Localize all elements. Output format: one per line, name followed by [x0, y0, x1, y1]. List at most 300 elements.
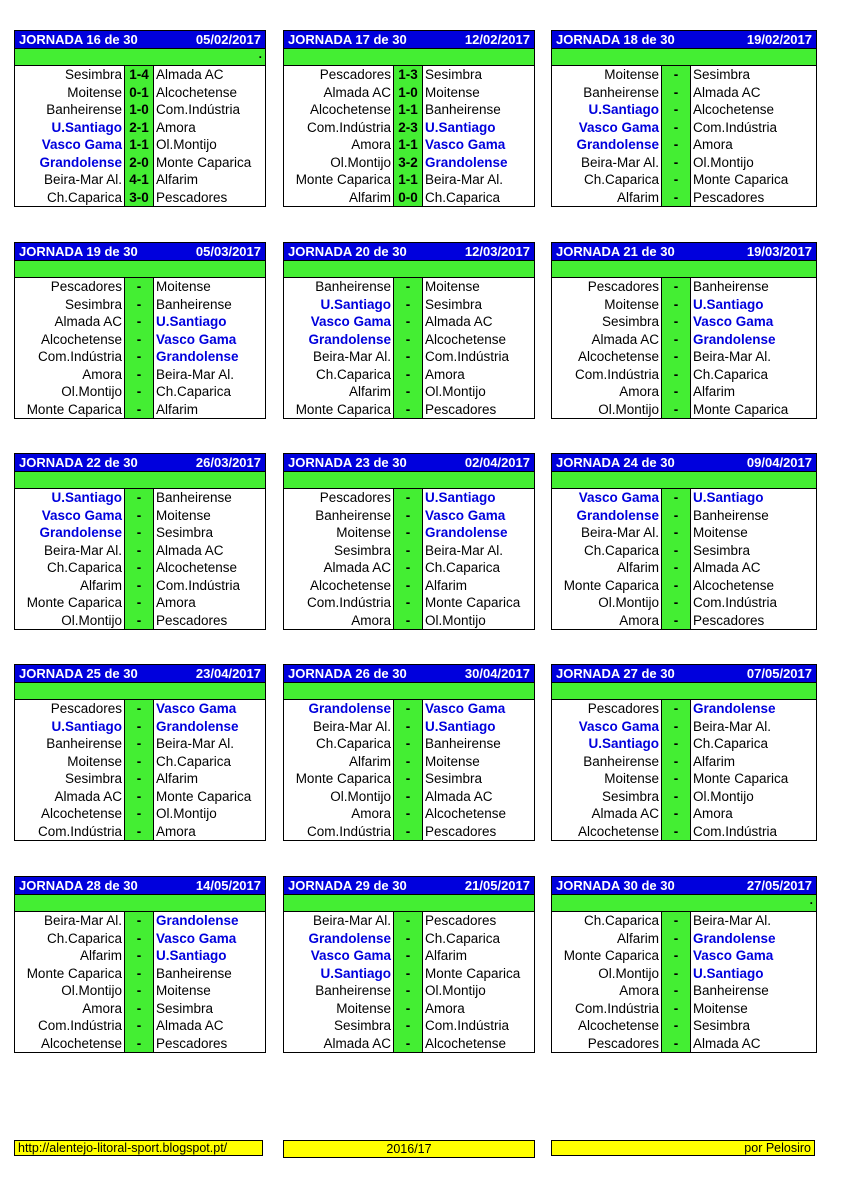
score: -: [673, 366, 679, 382]
away-team: Pescadores: [425, 823, 497, 839]
match-row: [15, 348, 265, 366]
home-team: Monte Caparica: [563, 948, 659, 964]
match-row: [15, 136, 265, 154]
home-team: Grandolense: [576, 137, 659, 153]
match-row: [552, 119, 816, 137]
match-row: [552, 700, 816, 718]
home-team: Sesimbra: [64, 67, 122, 83]
score: 1-1: [398, 137, 418, 153]
score: -: [136, 771, 142, 787]
score: -: [136, 560, 142, 576]
score: -: [405, 331, 411, 347]
home-team: Ch.Caparica: [46, 930, 122, 946]
match-row: [284, 171, 534, 189]
round-date: 09/04/2017: [746, 455, 812, 470]
home-team: U.Santiago: [588, 736, 659, 752]
away-team: Amora: [693, 806, 733, 822]
home-team: Banheirense: [583, 753, 659, 769]
home-team: Amora: [619, 384, 659, 400]
match-row: [15, 383, 265, 401]
round-header: [552, 243, 816, 261]
score: -: [673, 102, 679, 118]
match-row: [15, 1000, 265, 1018]
score: -: [673, 331, 679, 347]
round-date: 21/05/2017: [464, 878, 530, 893]
away-team: Moitense: [693, 1000, 748, 1016]
match-row: [552, 947, 816, 965]
score: -: [405, 296, 411, 312]
round-date: 26/03/2017: [195, 455, 261, 470]
score: -: [673, 525, 679, 541]
score: -: [405, 314, 411, 330]
round-title: JORNADA 26 de 30: [288, 666, 407, 681]
score: -: [673, 595, 679, 611]
score: -: [405, 948, 411, 964]
match-row: [15, 296, 265, 314]
away-team: Ch.Caparica: [425, 930, 501, 946]
away-team: Almada AC: [156, 67, 224, 83]
home-team: Monte Caparica: [295, 771, 391, 787]
score: -: [405, 366, 411, 382]
round-header: [15, 31, 265, 49]
away-team: Moitense: [693, 525, 748, 541]
home-team: U.Santiago: [51, 119, 122, 135]
home-team: Vasco Gama: [310, 314, 391, 330]
round-header: [15, 454, 265, 472]
away-team: Beira-Mar Al.: [156, 366, 235, 382]
away-team: Pescadores: [425, 913, 497, 929]
away-team: U.Santiago: [693, 490, 764, 506]
home-team: Com.Indústria: [574, 366, 659, 382]
score: -: [136, 806, 142, 822]
band-mark: .: [258, 47, 262, 61]
home-team: Moitense: [604, 296, 659, 312]
home-team: Monte Caparica: [295, 172, 391, 188]
round-band: [15, 49, 265, 66]
score: -: [136, 314, 142, 330]
away-team: Vasco Gama: [425, 701, 506, 717]
score: -: [136, 788, 142, 804]
score: -: [673, 1000, 679, 1016]
score: 1-0: [398, 84, 418, 100]
score: -: [673, 189, 679, 205]
score: -: [136, 948, 142, 964]
match-row: [15, 735, 265, 753]
match-row: [284, 189, 534, 207]
home-team: Sesimbra: [601, 788, 659, 804]
away-team: U.Santiago: [425, 718, 496, 734]
home-team: Alfarim: [348, 384, 391, 400]
score: -: [673, 823, 679, 839]
home-team: Ch.Caparica: [315, 366, 391, 382]
away-team: Amora: [425, 366, 465, 382]
score: -: [405, 401, 411, 417]
score: -: [136, 542, 142, 558]
away-team: Alcochetense: [693, 102, 775, 118]
away-team: Beira-Mar Al.: [425, 172, 504, 188]
match-row: [284, 700, 534, 718]
home-team: Monte Caparica: [295, 401, 391, 417]
round-title: JORNADA 28 de 30: [19, 878, 138, 893]
away-team: Almada AC: [425, 314, 493, 330]
home-team: Almada AC: [54, 314, 122, 330]
round-header: [15, 243, 265, 261]
score: 1-1: [129, 137, 149, 153]
match-row: [284, 930, 534, 948]
match-row: [284, 348, 534, 366]
score: -: [136, 736, 142, 752]
score: -: [673, 279, 679, 295]
away-team: Moitense: [425, 753, 480, 769]
score: -: [673, 401, 679, 417]
score: -: [673, 753, 679, 769]
home-team: Pescadores: [587, 701, 659, 717]
match-row: [284, 119, 534, 137]
score: -: [673, 154, 679, 170]
match-list: [15, 66, 265, 206]
away-team: U.Santiago: [693, 965, 764, 981]
round-table: [551, 30, 817, 207]
home-team: Moitense: [67, 84, 122, 100]
round-date: 02/04/2017: [464, 455, 530, 470]
round-table: [283, 453, 535, 630]
away-team: Ol.Montijo: [156, 137, 217, 153]
match-row: [552, 331, 816, 349]
home-team: Almada AC: [591, 331, 659, 347]
away-team: Banheirense: [156, 296, 232, 312]
away-team: Com.Indústria: [156, 577, 241, 593]
home-team: Banheirense: [46, 736, 122, 752]
home-team: Amora: [619, 612, 659, 628]
away-team: Pescadores: [425, 401, 497, 417]
score: -: [405, 806, 411, 822]
match-row: [15, 930, 265, 948]
round-table: [14, 453, 266, 630]
home-team: Alcochetense: [40, 1035, 122, 1051]
match-row: [15, 278, 265, 296]
away-team: Pescadores: [156, 612, 228, 628]
match-row: [15, 753, 265, 771]
home-team: Alfarim: [348, 189, 391, 205]
score: -: [405, 1018, 411, 1034]
match-row: [284, 84, 534, 102]
score: -: [673, 806, 679, 822]
score: -: [405, 1000, 411, 1016]
score: -: [673, 788, 679, 804]
away-team: Grandolense: [693, 701, 776, 717]
home-team: Alfarim: [348, 753, 391, 769]
match-row: [552, 136, 816, 154]
round-table: [283, 242, 535, 419]
score: -: [405, 701, 411, 717]
round-header: [284, 454, 534, 472]
away-team: Beira-Mar Al.: [693, 913, 772, 929]
away-team: Banheirense: [693, 279, 769, 295]
home-team: Beira-Mar Al.: [43, 542, 122, 558]
match-row: [552, 823, 816, 841]
away-team: Grandolense: [156, 349, 239, 365]
round-header: [284, 243, 534, 261]
away-team: Com.Indústria: [693, 823, 778, 839]
home-team: Ol.Montijo: [330, 154, 391, 170]
away-team: Alfarim: [156, 771, 199, 787]
away-team: Monte Caparica: [693, 771, 789, 787]
home-team: Grandolense: [308, 331, 391, 347]
score: -: [673, 172, 679, 188]
match-row: [552, 930, 816, 948]
home-team: Almada AC: [323, 84, 391, 100]
match-row: [552, 788, 816, 806]
score: -: [405, 1035, 411, 1051]
away-team: Pescadores: [693, 612, 765, 628]
away-team: Monte Caparica: [425, 965, 521, 981]
home-team: Almada AC: [323, 560, 391, 576]
score: -: [673, 542, 679, 558]
match-list: [552, 912, 816, 1052]
away-team: Moitense: [156, 983, 211, 999]
away-team: Ol.Montijo: [693, 788, 754, 804]
away-team: Alcochetense: [425, 331, 507, 347]
round-band: [15, 261, 265, 278]
away-team: Vasco Gama: [156, 930, 237, 946]
score: -: [405, 913, 411, 929]
away-team: Monte Caparica: [156, 154, 252, 170]
round-date: 23/04/2017: [195, 666, 261, 681]
away-team: Alcochetense: [693, 577, 775, 593]
away-team: Amora: [156, 119, 196, 135]
away-team: Sesimbra: [425, 67, 483, 83]
score: -: [136, 595, 142, 611]
match-row: [552, 965, 816, 983]
home-team: Sesimbra: [64, 771, 122, 787]
match-row: [284, 1035, 534, 1053]
home-team: Almada AC: [323, 1035, 391, 1051]
home-team: Ol.Montijo: [598, 965, 659, 981]
match-row: [284, 982, 534, 1000]
match-row: [284, 770, 534, 788]
round-band: [284, 683, 534, 700]
home-team: Sesimbra: [333, 1018, 391, 1034]
round-table: [283, 664, 535, 841]
score: -: [405, 542, 411, 558]
away-team: Monte Caparica: [425, 595, 521, 611]
home-team: Amora: [82, 366, 122, 382]
score: -: [673, 560, 679, 576]
match-row: [552, 735, 816, 753]
away-team: Com.Indústria: [156, 102, 241, 118]
match-row: [284, 788, 534, 806]
away-team: Alfarim: [693, 753, 736, 769]
home-team: Sesimbra: [64, 296, 122, 312]
away-team: Vasco Gama: [425, 507, 506, 523]
round-date: 12/02/2017: [464, 32, 530, 47]
home-team: Vasco Gama: [578, 718, 659, 734]
round-table: [283, 876, 535, 1053]
score: -: [136, 718, 142, 734]
home-team: Alcochetense: [577, 349, 659, 365]
round-header: [284, 877, 534, 895]
score: -: [136, 331, 142, 347]
match-row: [15, 612, 265, 630]
away-team: Alcochetense: [156, 560, 238, 576]
away-team: Moitense: [156, 507, 211, 523]
round-header: [552, 454, 816, 472]
match-row: [552, 753, 816, 771]
home-team: Ol.Montijo: [598, 595, 659, 611]
away-team: Beira-Mar Al.: [693, 349, 772, 365]
match-row: [15, 594, 265, 612]
away-team: Monte Caparica: [693, 172, 789, 188]
away-team: Almada AC: [693, 84, 761, 100]
match-row: [15, 366, 265, 384]
score: -: [673, 1035, 679, 1051]
score: -: [673, 948, 679, 964]
score: -: [673, 507, 679, 523]
home-team: Ch.Caparica: [583, 172, 659, 188]
match-row: [552, 383, 816, 401]
away-team: U.Santiago: [693, 296, 764, 312]
match-row: [15, 718, 265, 736]
score: -: [405, 279, 411, 295]
match-list: [15, 278, 265, 418]
score: 4-1: [129, 172, 149, 188]
match-row: [552, 770, 816, 788]
away-team: Banheirense: [156, 965, 232, 981]
away-team: Alfarim: [156, 401, 199, 417]
score: -: [136, 366, 142, 382]
score: -: [673, 84, 679, 100]
round-title: JORNADA 16 de 30: [19, 32, 138, 47]
match-row: [284, 735, 534, 753]
home-team: Ch.Caparica: [583, 542, 659, 558]
home-team: Ch.Caparica: [46, 560, 122, 576]
match-row: [552, 154, 816, 172]
home-team: Monte Caparica: [563, 577, 659, 593]
match-row: [284, 154, 534, 172]
away-team: Grandolense: [156, 913, 239, 929]
score: -: [405, 930, 411, 946]
round-band: [552, 472, 816, 489]
score: 2-3: [398, 119, 418, 135]
home-team: Monte Caparica: [26, 965, 122, 981]
away-team: Grandolense: [693, 331, 776, 347]
away-team: U.Santiago: [156, 948, 227, 964]
home-team: Com.Indústria: [574, 1000, 659, 1016]
home-team: Alcochetense: [577, 1018, 659, 1034]
round-header: [284, 665, 534, 683]
footer-author-text: por Pelosiro: [744, 1141, 811, 1155]
score: -: [136, 577, 142, 593]
away-team: Banheirense: [693, 507, 769, 523]
home-team: Beira-Mar Al.: [312, 349, 391, 365]
score: 0-1: [129, 84, 149, 100]
round-title: JORNADA 22 de 30: [19, 455, 138, 470]
round-table: [14, 30, 266, 207]
score: -: [136, 930, 142, 946]
away-team: Almada AC: [425, 788, 493, 804]
round-band: [284, 49, 534, 66]
away-team: Almada AC: [156, 1018, 224, 1034]
home-team: Alcochetense: [309, 102, 391, 118]
match-list: [552, 700, 816, 840]
round-title: JORNADA 30 de 30: [556, 878, 675, 893]
score: -: [405, 983, 411, 999]
match-row: [284, 947, 534, 965]
match-row: [284, 507, 534, 525]
away-team: Banheirense: [425, 102, 501, 118]
score: 1-1: [398, 172, 418, 188]
match-row: [15, 700, 265, 718]
score: -: [136, 279, 142, 295]
score: -: [405, 577, 411, 593]
away-team: Banheirense: [425, 736, 501, 752]
home-team: Ch.Caparica: [46, 189, 122, 205]
round-title: JORNADA 29 de 30: [288, 878, 407, 893]
round-band: [552, 683, 816, 700]
round-title: JORNADA 25 de 30: [19, 666, 138, 681]
match-row: [552, 1035, 816, 1053]
away-team: Ch.Caparica: [425, 189, 501, 205]
footer-author: [551, 1140, 815, 1156]
home-team: Monte Caparica: [26, 401, 122, 417]
match-row: [552, 171, 816, 189]
match-row: [552, 101, 816, 119]
home-team: Banheirense: [315, 983, 391, 999]
score: -: [673, 349, 679, 365]
away-team: Vasco Gama: [693, 314, 774, 330]
away-team: Ch.Caparica: [693, 366, 769, 382]
home-team: Monte Caparica: [26, 595, 122, 611]
score: -: [673, 490, 679, 506]
match-row: [552, 489, 816, 507]
match-row: [284, 823, 534, 841]
home-team: Ol.Montijo: [61, 983, 122, 999]
match-row: [552, 401, 816, 419]
round-date: 05/02/2017: [195, 32, 261, 47]
match-list: [552, 278, 816, 418]
home-team: Com.Indústria: [37, 1018, 122, 1034]
home-team: Banheirense: [46, 102, 122, 118]
away-team: Ol.Montijo: [156, 806, 217, 822]
match-row: [284, 559, 534, 577]
round-band: [15, 895, 265, 912]
match-row: [284, 753, 534, 771]
match-row: [15, 101, 265, 119]
match-row: [15, 559, 265, 577]
score: -: [136, 1018, 142, 1034]
home-team: Ol.Montijo: [61, 612, 122, 628]
match-row: [284, 331, 534, 349]
score: -: [673, 119, 679, 135]
score: -: [673, 577, 679, 593]
home-team: Alcochetense: [577, 823, 659, 839]
away-team: Ol.Montijo: [693, 154, 754, 170]
home-team: Com.Indústria: [306, 119, 391, 135]
score: -: [673, 384, 679, 400]
score: 2-1: [129, 119, 149, 135]
match-row: [15, 313, 265, 331]
footer-url[interactable]: [14, 1140, 263, 1156]
home-team: Banheirense: [583, 84, 659, 100]
score: -: [405, 823, 411, 839]
score: -: [136, 823, 142, 839]
match-row: [552, 366, 816, 384]
home-team: Moitense: [67, 753, 122, 769]
away-team: Almada AC: [693, 560, 761, 576]
match-row: [15, 507, 265, 525]
away-team: Com.Indústria: [425, 349, 510, 365]
round-table: [551, 242, 817, 419]
